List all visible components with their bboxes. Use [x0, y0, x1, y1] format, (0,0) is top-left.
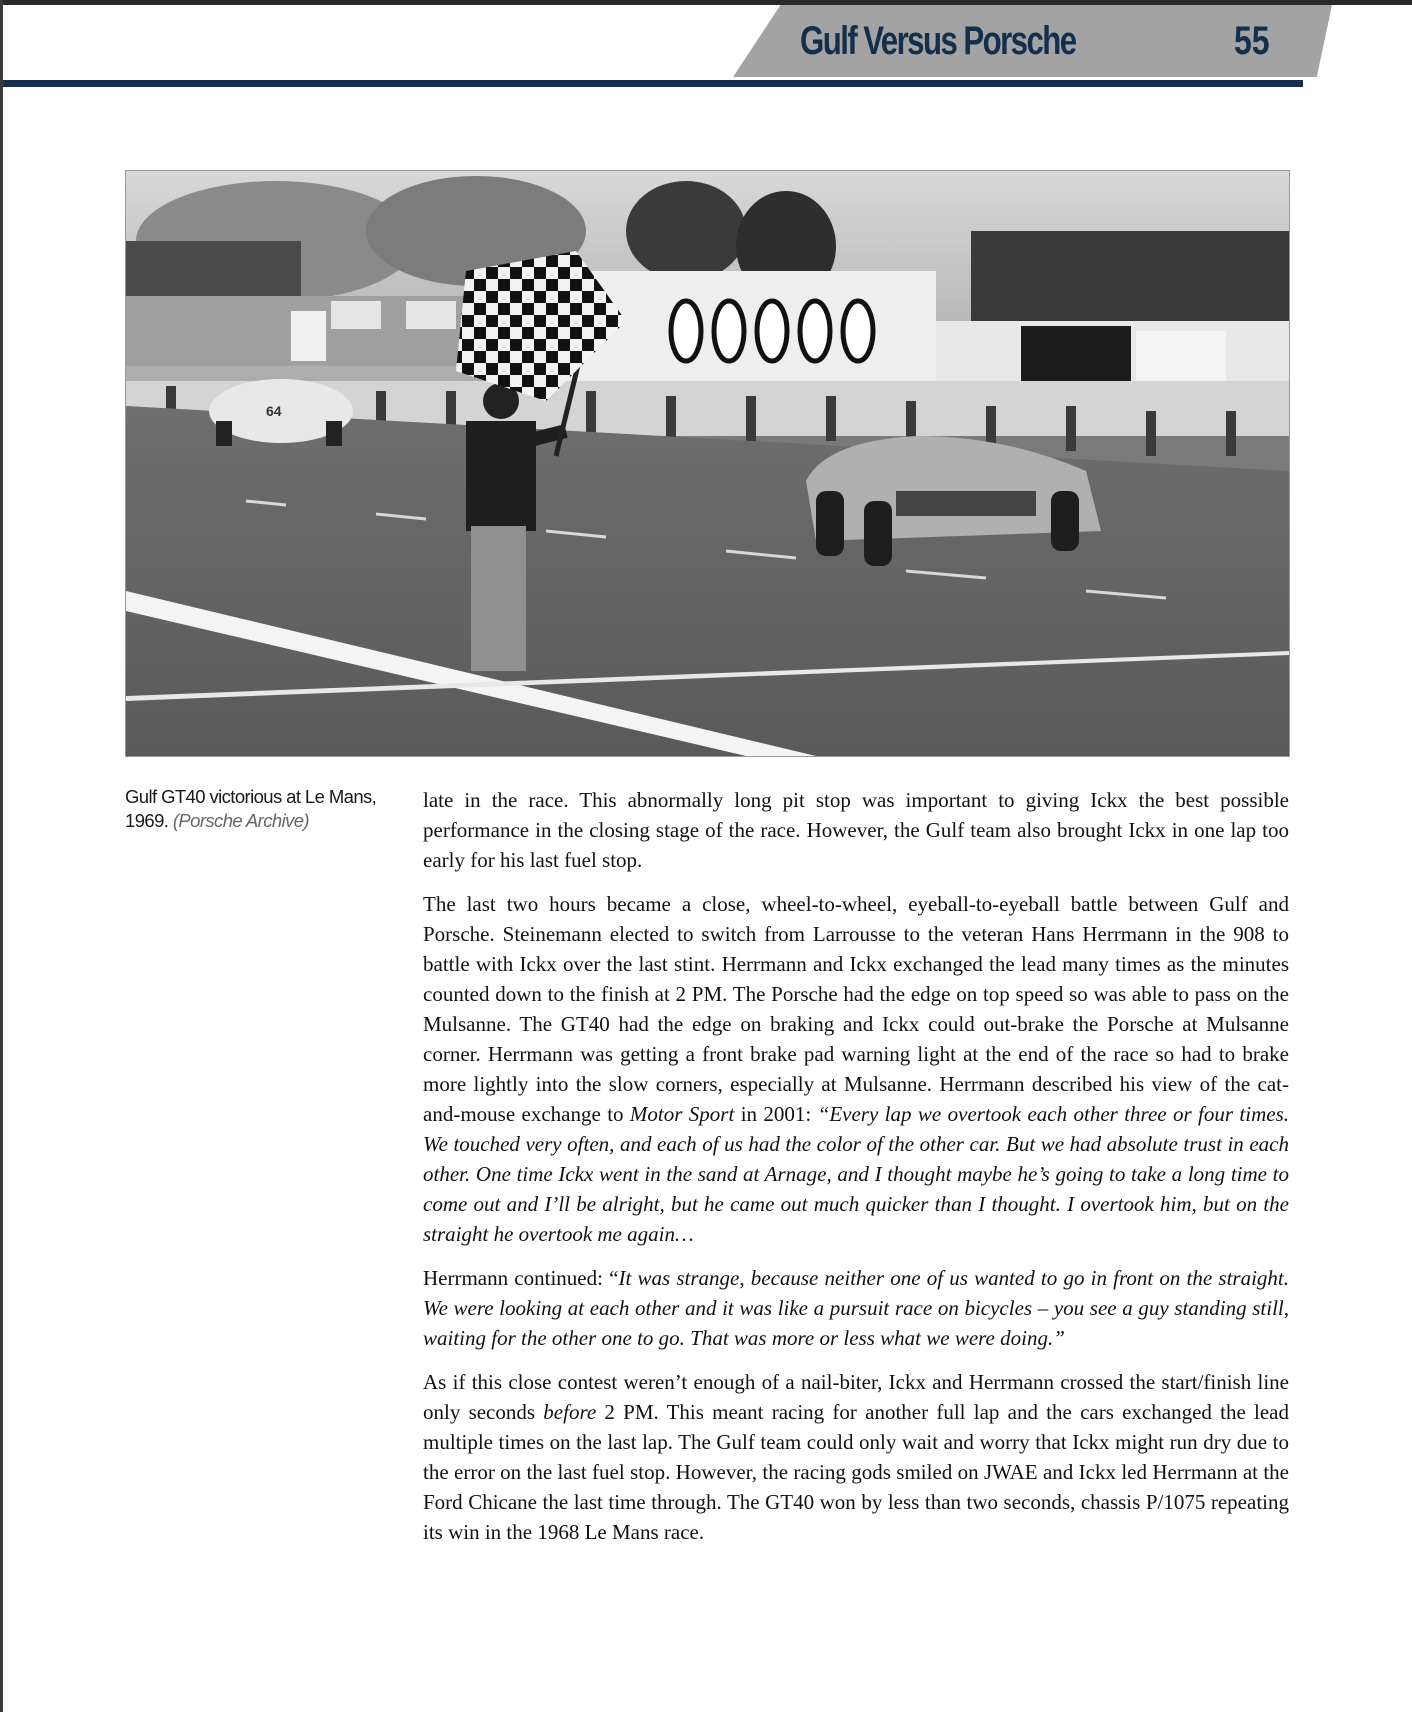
caption-text: Gulf GT40 victorious at Le Mans, 1969. — [125, 786, 377, 831]
body-text — [423, 785, 1289, 1561]
quotation: It was strange, because neither one of us wanted to go in front on the straight. We were looking at each other and it was like a pursuit race on bicycles – you see a guy standing still, waiting for the other one to go. That was more or less what we were doing.” — [423, 1266, 1289, 1350]
window-left-border — [0, 0, 3, 1712]
paragraph — [423, 1367, 1289, 1547]
paragraph: late in the race. This abnormally long pit stop was important to giving Ickx the best possible performance in the closing stage of the race. However, the Gulf team also brought Ickx in one lap too early for his last fuel stop. — [423, 788, 1289, 872]
chapter-title: Gulf Versus Porsche — [800, 19, 1076, 63]
paragraph-text: 2 PM. This meant racing for another full lap and the cars exchanged the lead multiple times on the last lap. The Gulf team could only wait and worry that Ickx might run dry due to the error on the last fuel stop. However, the racing gods smiled on JWAE and Ickx led Herrmann at the Ford Chicane the last time through. The GT40 won by less than two seconds, chassis P/1075 repeating its win in the 1968 Le Mans race. — [423, 1400, 1289, 1544]
paragraph — [423, 1263, 1289, 1353]
publication-title: Motor Sport — [629, 1102, 735, 1126]
track — [126, 406, 1289, 756]
paragraph-text: As if this close contest weren’t enough of a nail-biter, Ickx and Herrmann crossed the start/finish line only seconds — [423, 1370, 1289, 1424]
race-finish-photo — [125, 170, 1290, 757]
paragraph — [423, 889, 1289, 1249]
page-number: 55 — [1234, 19, 1270, 63]
car-number: 64 — [266, 403, 282, 419]
header-rule — [3, 80, 1303, 87]
tree — [626, 181, 746, 281]
caption-credit: (Porsche Archive) — [172, 810, 309, 831]
esso-wall — [566, 271, 936, 391]
emphasis: before — [543, 1400, 597, 1424]
photo-caption — [125, 785, 405, 833]
quotation: “Every lap we overtook each other three or four times. We touched very often, and each of us had the color of the other car. But we had absolute trust in each other. One time Ickx went in the sand at Arnage, and I thought maybe he’s going to take a long time to come out and I’ll be alright, but he came out much quicker than I thought. I overtook him, but on the straight he overtook me again… — [423, 1102, 1289, 1246]
paragraph-text: in 2001: — [734, 1102, 818, 1126]
crowd-right — [971, 231, 1289, 326]
paragraph-text: The last two hours became a close, wheel-to-wheel, eyeball-to-eyeball battle between Gulf and Porsche. Steinemann elected to switch from Larrousse to the veteran Hans Herrmann in the 908 to battle with Ickx over the last stint. Herrmann and Ickx exchanged the lead many times as the minutes counted down to the finish at 2 PM. The Porsche had the edge on top speed so was able to pass on the Mulsanne. The GT40 had the edge on braking and Ickx could out-brake the Porsche at Mulsanne corner. Herrmann was getting a front brake pad warning light at the end of the race so had to brake more lightly into the slow corners, especially at Mulsanne. Herrmann described his view of the cat-and-mouse exchange to — [423, 892, 1289, 1126]
paragraph-text: Herrmann continued: “ — [423, 1266, 619, 1290]
porsche-64 — [209, 379, 353, 446]
window-top-border — [0, 0, 1412, 5]
